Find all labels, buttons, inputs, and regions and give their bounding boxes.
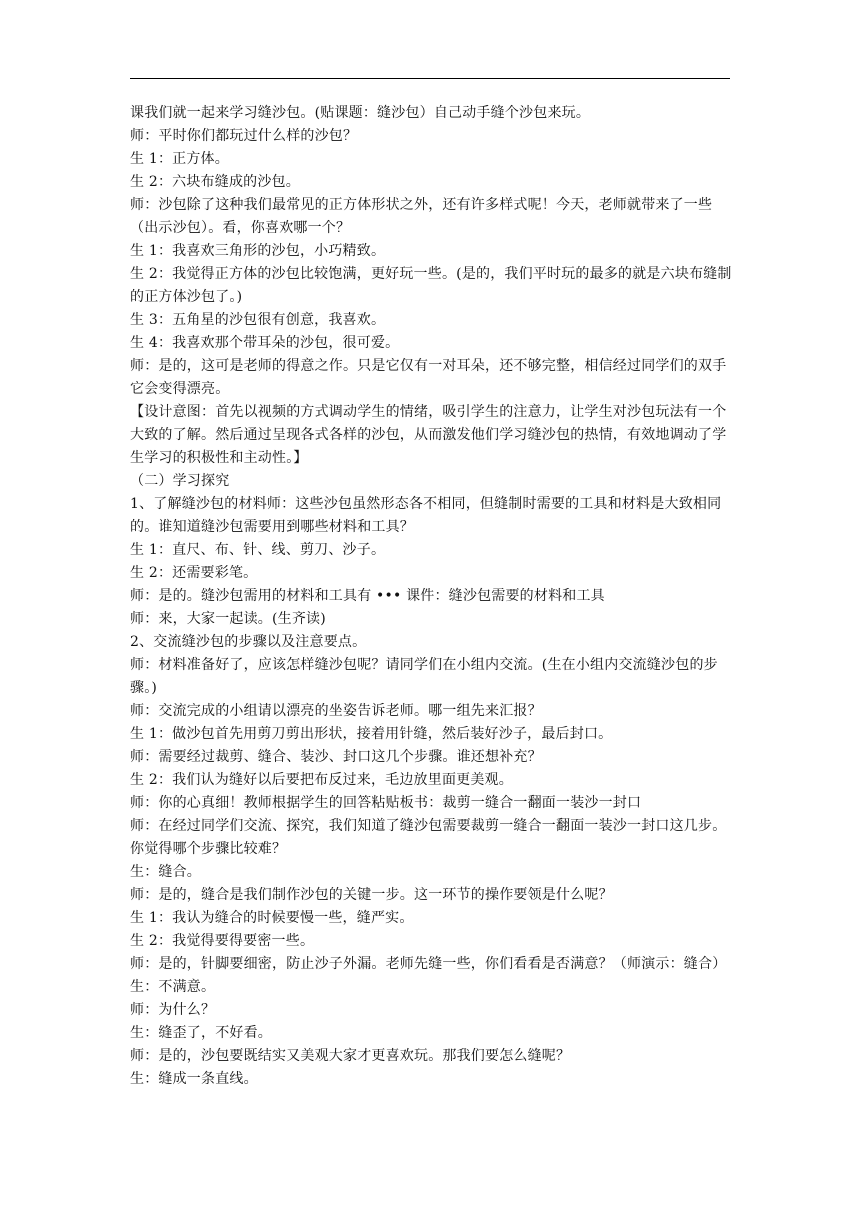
paragraph: 师：是的，沙包要既结实又美观大家才更喜欢玩。那我们要怎么缝呢？ [130,1048,571,1064]
paragraph: 生：不满意。 [130,979,216,995]
paragraph: 生 4：我喜欢那个带耳朵的沙包，很可爱。 [130,335,400,351]
paragraph: 生 2：我觉得要得要密一些。 [130,933,315,949]
paragraph: 师：是的，这可是老师的得意之作。只是它仅有一对耳朵，还不够完整，相信经过同学们的双手它会变得漂亮。 [130,358,727,397]
paragraph: 生 3：五角星的沙包很有创意，我喜欢。 [130,312,386,328]
paragraph: 师：材料准备好了，应该怎样缝沙包呢？请同学们在小组内交流。(生在小组内交流缝沙包的步骤。) [130,657,718,696]
document-body [130,102,732,1091]
paragraph: 生 2：我们认为缝好以后要把布反过来，毛边放里面更美观。 [130,772,513,788]
paragraph: 生 2：还需要彩笔。 [130,565,258,581]
paragraph: 师：是的，缝合是我们制作沙包的关键一步。这一环节的操作要领是什么呢？ [130,887,613,903]
paragraph: 生 2：六块布缝成的沙包。 [130,174,300,190]
paragraph: 师：为什么？ [130,1002,216,1018]
paragraph: 生：缝合。 [130,864,201,880]
paragraph: 师：是的，针脚要细密，防止沙子外漏。老师先缝一些，你们看看是否满意？（师演示：缝合） [130,956,727,972]
paragraph: 生 1：直尺、布、针、线、剪刀、沙子。 [130,542,386,558]
paragraph: 课我们就一起来学习缝沙包。(贴课题：缝沙包）自己动手缝个沙包来玩。 [130,105,591,121]
paragraph: 1、了解缝沙包的材料师：这些沙包虽然形态各不相同，但缝制时需要的工具和材料是大致相同的。谁知道缝沙包需要用到哪些材料和工具？ [130,496,722,535]
paragraph: 生 1：做沙包首先用剪刀剪出形状，接着用针缝，然后装好沙子，最后封口。 [130,726,613,742]
paragraph: 师：沙包除了这种我们最常见的正方体形状之外，还有许多样式呢！今天，老师就带来了一些（出示沙包）。看，你喜欢哪一个？ [130,197,713,236]
paragraph: 师：你的心真细！教师根据学生的回答粘贴板书：裁剪一缝合一翻面一装沙一封口 [130,795,642,811]
paragraph: 生：缝成一条直线。 [130,1071,258,1087]
paragraph: 生 1：我认为缝合的时候要慢一些，缝严实。 [130,910,414,926]
paragraph: 师：来，大家一起读。(生齐读) [130,611,326,627]
paragraph: 师：是的。缝沙包需用的材料和工具有 ••• 课件：缝沙包需要的材料和工具 [130,588,605,604]
header-rule [130,78,730,79]
paragraph: 生 1：正方体。 [130,151,229,167]
paragraph: 师：需要经过裁剪、缝合、装沙、封口这几个步骤。谁还想补充？ [130,749,542,765]
paragraph: 师：平时你们都玩过什么样的沙包？ [130,128,358,144]
paragraph: 生 1：我喜欢三角形的沙包，小巧精致。 [130,243,386,259]
paragraph: 师：在经过同学们交流、探究，我们知道了缝沙包需要裁剪一缝合一翻面一装沙一封口这几步。你觉得哪个步骤比较难？ [130,818,727,857]
paragraph: 生：缝歪了，不好看。 [130,1025,272,1041]
section-heading: （二）学习探究 [130,473,230,489]
design-intent-paragraph: 【设计意图：首先以视频的方式调动学生的情绪，吸引学生的注意力，让学生对沙包玩法有一个大致的了解。然后通过呈现各式各样的沙包，从而激发他们学习缝沙包的热情，有效地调动了学生学习的积极性和主动性。】 [130,404,727,466]
paragraph: 师：交流完成的小组请以漂亮的坐姿告诉老师。哪一组先来汇报？ [130,703,542,719]
paragraph: 2、交流缝沙包的步骤以及注意要点。 [130,634,367,650]
paragraph: 生 2：我觉得正方体的沙包比较饱满，更好玩一些。(是的，我们平时玩的最多的就是六块布缝制的正方体沙包了。) [130,266,732,305]
